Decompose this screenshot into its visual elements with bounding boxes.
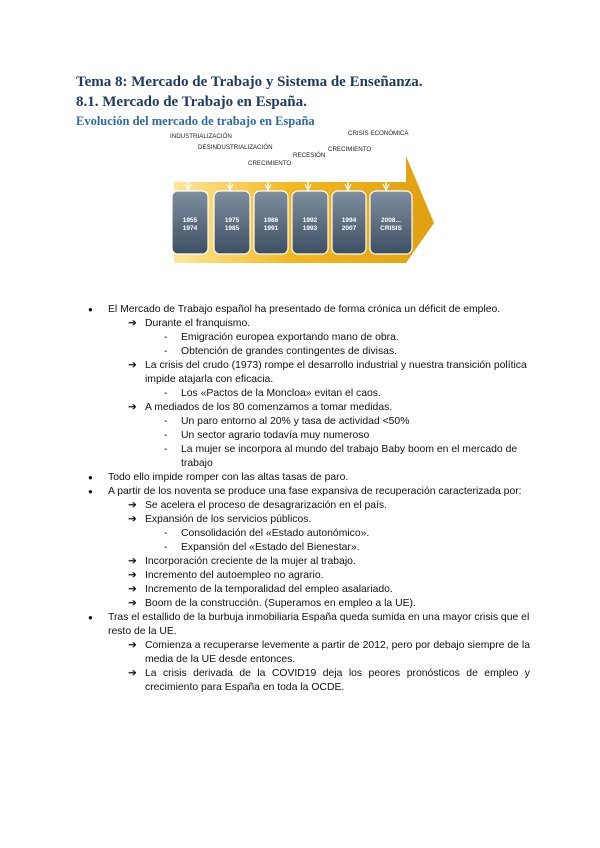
subsection-heading: Evolución del mercado de trabajo en España — [76, 114, 315, 128]
period-text: 1985 — [224, 225, 240, 232]
arrow-right-icon: ➔ — [128, 500, 137, 511]
list-item-text: Tras el estallido de la burbuja inmobiliaria España queda sumida en una mayor crisis que el resto de la UE. — [108, 612, 530, 637]
dash-icon: - — [164, 346, 168, 357]
period-text: 1986 — [263, 217, 279, 224]
list-item — [80, 541, 530, 555]
period-box — [332, 191, 366, 254]
list-item-text: Los «Pactos de la Moncloa» evitan el caos. — [181, 388, 381, 399]
list-item-text: Un sector agrario todavía muy numeroso — [181, 430, 370, 441]
list-item — [80, 527, 530, 541]
list-item-text: La crisis del crudo (1973) rompe el desarrollo industrial y nuestra transición política impide atajarla con eficacia. — [145, 360, 527, 385]
list-item — [80, 331, 530, 345]
period-box — [214, 191, 250, 254]
list-item-text: Se acelera el proceso de desagrarización en el país. — [145, 500, 388, 511]
list-item-text: Comienza a recuperarse levemente a partir de 2012, pero por debajo siempre de la media de la UE desde entonces. — [145, 640, 530, 665]
page-title: Tema 8: Mercado de Trabajo y Sistema de Enseñanza. — [76, 74, 423, 90]
list-item-text: Obtención de grandes contingentes de divisas. — [181, 346, 398, 357]
list-item — [80, 569, 530, 583]
list-item — [80, 485, 530, 499]
list-item — [80, 639, 530, 667]
list-item-text: Incremento de la temporalidad del empleo asalariado. — [145, 584, 393, 595]
list-item-text: Durante el franquismo. — [145, 318, 251, 329]
list-item-text: Incorporación creciente de la mujer al trabajo. — [145, 556, 356, 567]
list-item — [80, 583, 530, 597]
period-text: 2008... — [381, 217, 401, 224]
period-box — [370, 191, 412, 254]
list-item-text: Un paro entorno al 20% y tasa de actividad <50% — [181, 416, 410, 427]
list-item — [80, 443, 530, 471]
bullet-icon: ● — [88, 613, 93, 622]
timeline-diagram — [168, 128, 440, 268]
list-item — [80, 429, 530, 443]
period-text: 1955 — [182, 217, 198, 224]
period-text: 1991 — [263, 225, 279, 232]
list-item-text: A mediados de los 80 comenzamos a tomar medidas. — [145, 402, 393, 413]
list-item — [80, 667, 530, 695]
arrow-right-icon: ➔ — [128, 640, 137, 651]
list-item — [80, 415, 530, 429]
period-text: CRISIS — [380, 225, 402, 232]
bullet-icon: ● — [88, 487, 93, 496]
list-item — [80, 317, 530, 331]
list-item-text: Expansión de los servicios públicos. — [145, 514, 312, 525]
list-item-text: Incremento del autoempleo no agrario. — [145, 570, 324, 581]
period-text: 1992 — [302, 217, 318, 224]
arrow-right-icon: ➔ — [128, 556, 137, 567]
list-item — [80, 401, 530, 415]
period-text: 1993 — [302, 225, 318, 232]
list-item — [80, 345, 530, 359]
list-item — [80, 513, 530, 527]
arrow-right-icon: ➔ — [128, 514, 137, 525]
section-heading: 8.1. Mercado de Trabajo en España. — [76, 94, 307, 110]
list-item-text: Emigración europea exportando mano de obra. — [181, 332, 399, 343]
list-item-text: A partir de los noventa se produce una fase expansiva de recuperación caracterizada por: — [108, 486, 522, 497]
bullet-icon: ● — [88, 305, 93, 314]
list-item — [80, 597, 530, 611]
list-item — [80, 471, 530, 485]
list-item — [80, 611, 530, 639]
dash-icon: - — [164, 528, 168, 539]
timeline-label: INDUSTRIALIZACIÓN — [170, 133, 232, 140]
list-item — [80, 499, 530, 513]
arrow-right-icon: ➔ — [128, 318, 137, 329]
arrow-right-icon: ➔ — [128, 360, 137, 371]
dash-icon: - — [164, 332, 168, 343]
period-text: 1974 — [182, 225, 198, 232]
arrow-right-icon: ➔ — [128, 570, 137, 581]
list-item — [80, 387, 530, 401]
arrow-right-icon: ➔ — [128, 402, 137, 413]
bullet-list — [80, 303, 530, 695]
dash-icon: - — [164, 444, 168, 455]
list-item-text: La crisis derivada de la COVID19 deja los peores pronósticos de empleo y crecimiento para España en toda la OCDE. — [145, 668, 530, 693]
list-item — [80, 555, 530, 569]
list-item-text: Expansión del «Estado del Bienestar». — [181, 542, 360, 553]
dash-icon: - — [164, 388, 168, 399]
period-text: 1994 — [341, 217, 357, 224]
list-item-text: La mujer se incorpora al mundo del trabajo Baby boom en el mercado de trabajo — [181, 444, 518, 469]
dash-icon: - — [164, 430, 168, 441]
timeline-label: DESINDUSTRIALIZACIÓN — [198, 144, 273, 151]
arrow-right-icon: ➔ — [128, 598, 137, 609]
list-item-text: Todo ello impide romper con las altas tasas de paro. — [108, 472, 349, 483]
period-box — [254, 191, 288, 254]
arrow-right-icon: ➔ — [128, 668, 137, 679]
list-item — [80, 359, 530, 387]
timeline-label: RECESIÓN — [293, 152, 326, 159]
timeline-label: CRISIS ECONÓMICA — [348, 130, 409, 137]
dash-icon: - — [164, 542, 168, 553]
timeline-label: CRECIMIENTO — [328, 146, 372, 153]
list-item-text: Boom de la construcción. (Superamos en empleo a la UE). — [145, 598, 416, 609]
period-text: 2007 — [341, 225, 357, 232]
period-box — [292, 191, 328, 254]
dash-icon: - — [164, 416, 168, 427]
list-item-text: El Mercado de Trabajo español ha presentado de forma crónica un déficit de empleo. — [108, 304, 501, 315]
bullet-icon: ● — [88, 473, 93, 482]
list-item-text: Consolidación del «Estado autonómico». — [181, 528, 370, 539]
timeline-label: CRECIMIENTO — [248, 160, 292, 167]
list-item — [80, 303, 530, 317]
period-text: 1975 — [224, 217, 240, 224]
period-box — [172, 191, 208, 254]
arrow-right-icon: ➔ — [128, 584, 137, 595]
